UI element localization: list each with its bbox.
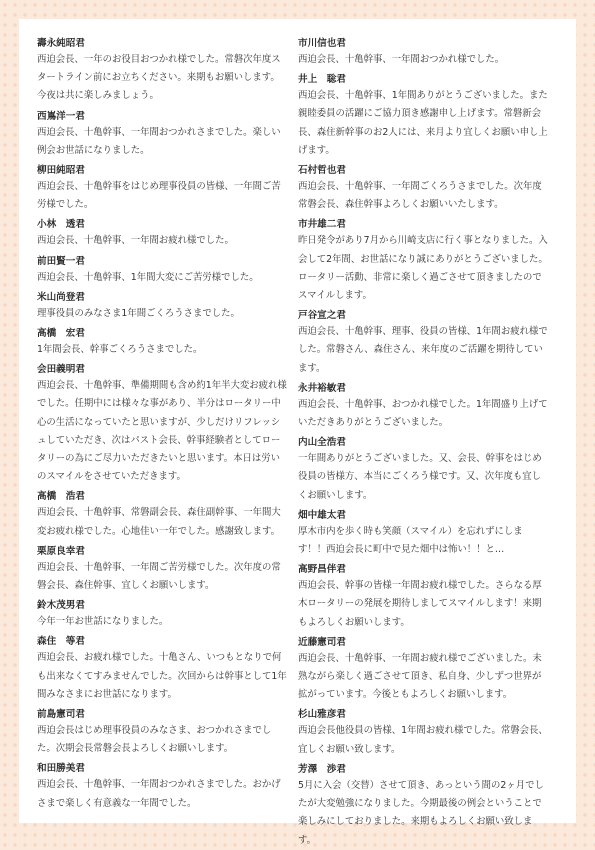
member-name: 高橋 宏君	[37, 328, 85, 340]
member-name: 近藤憲司君	[298, 636, 346, 648]
member-name: 和田勝美君	[37, 763, 85, 775]
message-entry	[37, 37, 287, 106]
member-name: 内山全浩君	[298, 437, 346, 449]
message-entry	[37, 599, 287, 631]
message-text: 西迫会長、十亀幹事、一年間おつかれ様でした。	[298, 54, 505, 65]
message-text: 西迫会長、十亀幹事、おつかれ様でした。1年間盛り上げていただきありがとうございました。	[298, 398, 548, 429]
message-text: 昨日発令があり7月から川崎支店に行く事となりました。入会して2年間、お世話になり誠にありがとうございました。ロータリー活動、非常に楽しく過ごさせて頂きましたのでスマイルします。	[298, 235, 548, 302]
member-name: 畑中雄太君	[298, 509, 346, 521]
message-entry	[37, 708, 287, 758]
message-entry	[37, 363, 287, 486]
message-entry	[37, 635, 287, 704]
member-name: 高橋 浩君	[37, 491, 85, 503]
message-text: 西迫会長、十亀幹事をはじめ理事役員の皆様、一年間ご苦労様でした。	[37, 181, 281, 211]
message-text: 西迫会長はじめ理事役員のみなさま、おつかれさまでした。次期会長常磐会長よろしくお願いします。	[37, 725, 272, 755]
message-entry	[37, 164, 287, 214]
member-name: 会田義明君	[37, 364, 85, 376]
member-name: 芳澤 渉君	[298, 763, 346, 775]
member-name: 戸谷宣之君	[298, 310, 346, 322]
message-text: 西迫会長、一年のお役目おつかれ様でした。常磐次年度スタートライン前にお立ちください。来期もお願いします。今夜は共に楽しみましょう。	[37, 54, 281, 102]
member-name: 西嶌洋一君	[37, 110, 85, 122]
member-name: 杉山雅彦君	[298, 709, 346, 721]
message-text: 西迫会長、十亀幹事、準備期間も含め約1年半大変お疲れ様でした。任期中には様々な事があり、半分はロータリー中心の生活になっていたと思いますが、少しだけリフレッシュしていただき、次はパスト会長、幹事経験者としてロータリーの為にご尽力いただきたいと思います。本日は労いのスマイルをさせていただきます。	[37, 380, 287, 483]
member-name: 市井雄二君	[298, 219, 346, 231]
member-name: 永井裕敏君	[298, 382, 346, 394]
message-entry	[37, 218, 287, 250]
message-entry	[298, 636, 548, 705]
message-text: 西迫会長、十亀幹事、一年間おつかれさまでした。おかげさまで楽しく有意義な一年間でした。	[37, 779, 281, 809]
message-entry	[37, 291, 287, 323]
member-name: 壽永純昭君	[37, 38, 85, 49]
message-text: 西迫会長、十亀幹事、常磐副会長、森住副幹事、一年間大変お疲れ様でした。心地佳い一年でした。感謝致します。	[37, 507, 281, 537]
message-entry	[37, 490, 287, 540]
message-text: 西迫会長、十亀幹事、1年間大変にご苦労様でした。	[37, 271, 259, 283]
document-page	[19, 19, 576, 846]
member-name: 米山尚登君	[37, 291, 85, 303]
message-entry	[298, 73, 548, 160]
message-entry	[298, 509, 548, 559]
message-text: 厚木市内を歩く時も笑顔（スマイル）を忘れずにします！！西迫会長に町中で見た畑中は怖い！！と…	[298, 525, 523, 556]
right-column	[298, 37, 548, 850]
message-text: 今年一年お世話になりました。	[37, 616, 169, 628]
message-entry	[37, 762, 287, 812]
message-entry	[37, 545, 287, 595]
member-name: 市川信也君	[298, 38, 346, 49]
message-text: 西迫会長他役員の皆様、1年間お疲れ様でした。常磐会長、宜しくお願い致します。	[298, 725, 548, 755]
message-text: 西迫会長、十亀幹事、一年間お疲れ様でした。	[37, 235, 234, 247]
member-name: 栗原良幸君	[37, 545, 85, 557]
message-text: 西迫会長、十亀幹事、理事、役員の皆様、1年間お疲れ様でした。常磐さん、森住さん、来年度のご活躍を期待しています。	[298, 326, 548, 374]
message-text: 1年間会長、幹事ごくろうさまでした。	[37, 344, 203, 356]
message-text: 5月に入会（交替）させて頂き、あっという間の2ヶ月でしたが大変勉強になりました。今期最後の例会ということで楽しみにしておりました。来期もよろしくお願い致します。	[298, 779, 544, 846]
message-entry	[298, 708, 548, 758]
member-name: 高野昌伴君	[298, 564, 346, 576]
left-column	[37, 37, 287, 813]
message-entry	[37, 327, 287, 359]
message-entry	[298, 309, 548, 378]
message-entry	[37, 255, 287, 287]
message-text: 西迫会長、十亀幹事、一年間お疲れ様でございました。未熟ながら楽しく過ごさせて頂き、私自身、少しずつ世界が拡がっています。今後ともよろしくお願いします。	[298, 652, 542, 701]
message-text: 西迫会長、お疲れ様でした。十亀さん、いつもとなりで何も出来なくてすみませんでした。次回からは幹事として1年間みなさまにお世話になります。	[37, 652, 287, 700]
message-text: 西迫会長、十亀幹事、一年間ご苦労様でした。次年度の常磐会長、森住幹事、宜しくお願いします。	[37, 561, 281, 592]
message-entry	[298, 436, 548, 505]
member-name: 鈴木茂男君	[37, 600, 85, 612]
message-text: 西迫会長、十亀幹事、1年間ありがとうございました。また親睦委員の活躍にご協力頂き感謝申し上げます。常磐新会長、森住新幹事のお2人には、来月より宜しくお願い申し上げます。	[298, 90, 548, 156]
message-entry	[298, 164, 548, 214]
member-name: 前田賢一君	[37, 255, 85, 267]
member-name: 石村哲也君	[298, 165, 346, 177]
message-entry	[298, 37, 548, 69]
message-entry	[298, 382, 548, 432]
member-name: 小林 透君	[37, 219, 85, 231]
message-text: 一年間ありがとうございました。又、会長、幹事をはじめ役員の皆様方、本当にごくろう様です。又、次年度も宜しくお願いします。	[298, 453, 542, 501]
message-entry	[298, 763, 548, 850]
message-entry	[298, 563, 548, 632]
member-name: 井上 聡君	[298, 74, 346, 86]
message-text: 西迫会長、十亀幹事、一年間ごくろうさまでした。次年度常磐会長、森住幹事よろしくお願いいたします。	[298, 181, 542, 211]
message-text: 西迫会長、幹事の皆様一年間お疲れ様でした。さらなる厚木ロータリーの発展を期待しましてスマイルします！来期もよろしくお願いします。	[298, 580, 542, 628]
message-text: 西迫会長、十亀幹事、一年間おつかれさまでした。楽しい例会お世話になりました。	[37, 126, 281, 156]
member-name: 森住 等君	[37, 636, 85, 648]
message-entry	[298, 218, 548, 305]
message-entry	[37, 110, 287, 160]
member-name: 柳田純昭君	[37, 165, 85, 177]
message-text: 理事役員のみなさま1年間ごくろうさまでした。	[37, 307, 240, 319]
member-name: 前島憲司君	[37, 709, 85, 721]
